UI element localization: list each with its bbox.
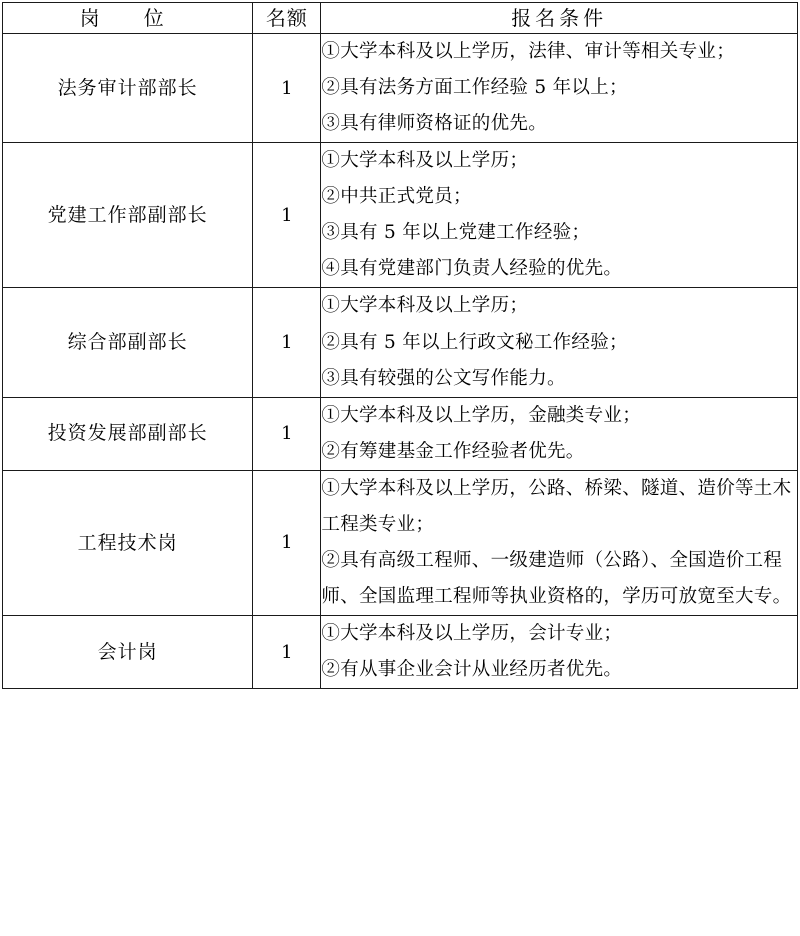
cell-conditions [321,143,798,288]
condition-line: ④具有党建部门负责人经验的优先。 [321,258,623,280]
cell-conditions [321,34,798,143]
condition-line: ②具有高级工程师、一级建造师（公路）、全国造价工程师、全国监理工程师等执业资格的，学历可放宽至大专。 [321,549,792,607]
table-row [3,397,798,470]
condition-line: ①大学本科及以上学历，金融类专业； [321,404,641,426]
cell-conditions [321,288,798,397]
cell-post: 党建工作部副部长 [3,143,253,288]
cell-quota: 1 [253,470,321,615]
cell-quota: 1 [253,288,321,397]
table-row [3,470,798,615]
column-header-post: 岗 位 [3,3,253,34]
cell-post: 会计岗 [3,616,253,689]
cell-conditions [321,397,798,470]
table-header [3,3,798,34]
condition-line: ①大学本科及以上学历，公路、桥梁、隧道、造价等土木工程类专业； [321,477,792,535]
document-page [0,2,800,936]
table-body [3,34,798,689]
condition-line: ①大学本科及以上学历； [321,150,529,172]
cell-quota: 1 [253,143,321,288]
cell-quota: 1 [253,616,321,689]
condition-line: ①大学本科及以上学历； [321,295,529,317]
column-header-quota: 名额 [253,3,321,34]
cell-post: 法务审计部部长 [3,34,253,143]
condition-line: ③具有较强的公文写作能力。 [321,367,566,389]
cell-post: 综合部副部长 [3,288,253,397]
cell-quota: 1 [253,397,321,470]
condition-line: ②中共正式党员； [321,186,472,208]
recruitment-table [2,2,798,689]
table-header-row [3,3,798,34]
cell-post: 投资发展部副部长 [3,397,253,470]
table-row [3,34,798,143]
condition-line: ②有从事企业会计从业经历者优先。 [321,659,623,681]
condition-line: ②具有法务方面工作经验 5 年以上； [321,77,628,99]
cell-quota: 1 [253,34,321,143]
condition-line: ①大学本科及以上学历，法律、审计等相关专业； [321,41,735,62]
cell-conditions [321,616,798,689]
table-row [3,288,798,397]
condition-line: ③具有律师资格证的优先。 [321,113,547,135]
table-row [3,616,798,689]
condition-line: ②有筹建基金工作经验者优先。 [321,440,585,462]
condition-line: ①大学本科及以上学历，会计专业； [321,623,623,644]
table-row [3,143,798,288]
column-header-conditions: 报名条件 [321,3,798,34]
condition-line: ②具有 5 年以上行政文秘工作经验； [321,331,628,353]
cell-post: 工程技术岗 [3,470,253,615]
cell-conditions [321,470,798,615]
condition-line: ③具有 5 年以上党建工作经验； [321,222,591,244]
